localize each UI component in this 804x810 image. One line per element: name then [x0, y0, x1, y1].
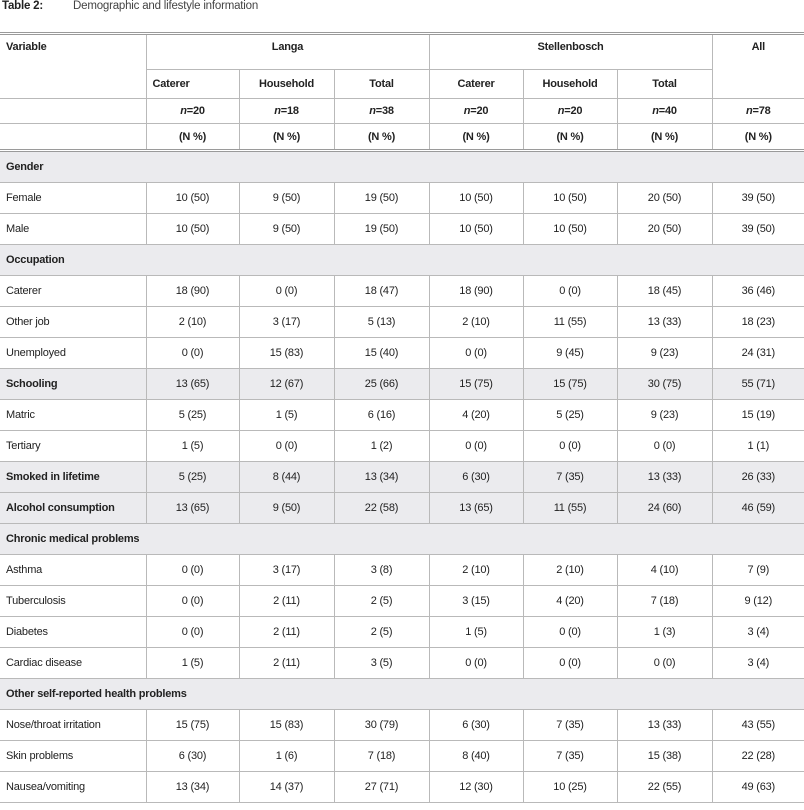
table-row [0, 431, 804, 462]
cell-value: 7 (35) [523, 462, 617, 493]
cell-value: 10 (50) [523, 214, 617, 245]
cell-value: 1 (3) [617, 617, 712, 648]
row-label: Chronic medical problems [0, 524, 804, 555]
header-n: n=18 [239, 99, 334, 124]
cell-value: 12 (67) [239, 369, 334, 400]
row-label: Other self-reported health problems [0, 679, 804, 710]
cell-value: 13 (65) [146, 369, 239, 400]
header-unit: (N %) [617, 124, 712, 151]
cell-value: 0 (0) [429, 648, 523, 679]
cell-value: 1 (1) [712, 431, 804, 462]
n-symbol: n [369, 105, 376, 117]
cell-value: 18 (90) [146, 276, 239, 307]
cell-value: 18 (45) [617, 276, 712, 307]
header-empty [0, 124, 146, 151]
cell-value: 15 (75) [146, 710, 239, 741]
n-symbol: n [557, 105, 565, 117]
header-unit: (N %) [523, 124, 617, 151]
cell-value: 55 (71) [712, 369, 804, 400]
cell-value: 9 (12) [712, 586, 804, 617]
cell-value: 25 (66) [334, 369, 429, 400]
table-label: Table 2: [2, 0, 44, 12]
cell-value: 15 (19) [712, 400, 804, 431]
cell-value: 8 (40) [429, 741, 523, 772]
cell-value: 8 (44) [239, 462, 334, 493]
table-title: Demographic and lifestyle information [73, 0, 259, 12]
cell-value: 22 (28) [712, 741, 804, 772]
header-subcol: Caterer [146, 70, 239, 99]
header-unit: (N %) [712, 124, 804, 151]
cell-value: 7 (9) [712, 555, 804, 586]
table-row [0, 555, 804, 586]
cell-value: 0 (0) [617, 431, 712, 462]
cell-value: 15 (40) [334, 338, 429, 369]
cell-value: 3 (5) [334, 648, 429, 679]
cell-value: 3 (4) [712, 648, 804, 679]
cell-value: 9 (23) [617, 400, 712, 431]
cell-value: 1 (2) [334, 431, 429, 462]
cell-value: 43 (55) [712, 710, 804, 741]
cell-value: 24 (31) [712, 338, 804, 369]
cell-value: 0 (0) [146, 555, 239, 586]
cell-value: 12 (30) [429, 772, 523, 803]
header-n: n=20 [429, 99, 523, 124]
header-all: All [712, 34, 804, 99]
cell-value: 6 (30) [146, 741, 239, 772]
cell-value: 7 (35) [523, 741, 617, 772]
n-symbol: n [274, 105, 281, 117]
cell-value: 15 (83) [239, 338, 334, 369]
cell-value: 6 (30) [429, 462, 523, 493]
cell-value: 13 (65) [146, 493, 239, 524]
cell-value: 2 (10) [429, 555, 523, 586]
cell-value: 9 (50) [239, 183, 334, 214]
n-value: 40 [664, 105, 677, 117]
row-label: Female [0, 183, 146, 214]
cell-value: 0 (0) [239, 276, 334, 307]
row-label: Asthma [0, 555, 146, 586]
row-label: Tuberculosis [0, 586, 146, 617]
cell-value: 13 (33) [617, 307, 712, 338]
table-row [0, 400, 804, 431]
cell-value: 13 (33) [617, 462, 712, 493]
cell-value: 0 (0) [429, 338, 523, 369]
cell-value: 5 (13) [334, 307, 429, 338]
cell-value: 18 (23) [712, 307, 804, 338]
cell-value: 9 (45) [523, 338, 617, 369]
n-value: 38 [381, 105, 394, 117]
n-symbol: n [652, 105, 659, 117]
table-row [0, 617, 804, 648]
row-label: Male [0, 214, 146, 245]
n-symbol: n [180, 105, 187, 117]
cell-value: 10 (50) [146, 183, 239, 214]
cell-value: 9 (50) [239, 493, 334, 524]
header-empty [0, 99, 146, 124]
table-row [0, 524, 804, 555]
cell-value: 46 (59) [712, 493, 804, 524]
cell-value: 26 (33) [712, 462, 804, 493]
cell-value: 15 (75) [523, 369, 617, 400]
cell-value: 6 (30) [429, 710, 523, 741]
table-row [0, 151, 804, 183]
header-subcol: Caterer [429, 70, 523, 99]
cell-value: 27 (71) [334, 772, 429, 803]
cell-value: 1 (5) [146, 431, 239, 462]
cell-value: 13 (65) [429, 493, 523, 524]
cell-value: 4 (20) [429, 400, 523, 431]
cell-value: 30 (79) [334, 710, 429, 741]
header-n: n=78 [712, 99, 804, 124]
table-row [0, 741, 804, 772]
cell-value: 22 (55) [617, 772, 712, 803]
cell-value: 0 (0) [617, 648, 712, 679]
row-label: Smoked in lifetime [0, 462, 146, 493]
cell-value: 2 (10) [429, 307, 523, 338]
cell-value: 15 (83) [239, 710, 334, 741]
header-unit: (N %) [429, 124, 523, 151]
cell-value: 2 (11) [239, 586, 334, 617]
cell-value: 2 (11) [239, 648, 334, 679]
row-label: Cardiac disease [0, 648, 146, 679]
cell-value: 4 (20) [523, 586, 617, 617]
row-label: Skin problems [0, 741, 146, 772]
table-row [0, 338, 804, 369]
n-value: 20 [192, 105, 205, 117]
header-langa: Langa [146, 34, 429, 70]
cell-value: 9 (23) [617, 338, 712, 369]
cell-value: 15 (75) [429, 369, 523, 400]
cell-value: 3 (17) [239, 307, 334, 338]
table-row [0, 772, 804, 803]
row-label: Nose/throat irritation [0, 710, 146, 741]
cell-value: 5 (25) [523, 400, 617, 431]
cell-value: 2 (11) [239, 617, 334, 648]
cell-value: 5 (25) [146, 400, 239, 431]
row-label: Tertiary [0, 431, 146, 462]
table-row [0, 648, 804, 679]
header-stellenbosch: Stellenbosch [429, 34, 712, 70]
cell-value: 1 (5) [239, 400, 334, 431]
row-label: Unemployed [0, 338, 146, 369]
cell-value: 9 (50) [239, 214, 334, 245]
row-label: Schooling [0, 369, 146, 400]
row-label: Diabetes [0, 617, 146, 648]
table-row [0, 214, 804, 245]
table-row [0, 307, 804, 338]
table-row [0, 369, 804, 400]
cell-value: 3 (8) [334, 555, 429, 586]
n-value: 18 [286, 105, 299, 117]
cell-value: 5 (25) [146, 462, 239, 493]
n-symbol: n [745, 105, 753, 117]
cell-value: 24 (60) [617, 493, 712, 524]
row-label: Alcohol consumption [0, 493, 146, 524]
table-row [0, 276, 804, 307]
cell-value: 2 (5) [334, 617, 429, 648]
n-symbol: n [463, 105, 471, 117]
cell-value: 10 (50) [429, 183, 523, 214]
cell-value: 3 (15) [429, 586, 523, 617]
cell-value: 1 (5) [146, 648, 239, 679]
cell-value: 0 (0) [239, 431, 334, 462]
row-label: Gender [0, 151, 804, 183]
header-n: n=20 [146, 99, 239, 124]
demographic-table [0, 32, 804, 803]
cell-value: 30 (75) [617, 369, 712, 400]
cell-value: 13 (33) [617, 710, 712, 741]
header-variable: Variable [0, 34, 146, 99]
header-unit: (N %) [239, 124, 334, 151]
cell-value: 3 (4) [712, 617, 804, 648]
cell-value: 39 (50) [712, 183, 804, 214]
table-caption [2, 0, 258, 12]
header-n: n=40 [617, 99, 712, 124]
header-subcol: Household [523, 70, 617, 99]
cell-value: 1 (6) [239, 741, 334, 772]
n-value: 20 [476, 105, 489, 117]
cell-value: 0 (0) [146, 586, 239, 617]
cell-value: 15 (38) [617, 741, 712, 772]
row-label: Nausea/vomiting [0, 772, 146, 803]
cell-value: 22 (58) [334, 493, 429, 524]
cell-value: 2 (10) [523, 555, 617, 586]
row-label: Occupation [0, 245, 804, 276]
cell-value: 0 (0) [523, 648, 617, 679]
cell-value: 10 (50) [429, 214, 523, 245]
cell-value: 13 (34) [146, 772, 239, 803]
table-row [0, 710, 804, 741]
cell-value: 3 (17) [239, 555, 334, 586]
cell-value: 6 (16) [334, 400, 429, 431]
cell-value: 10 (25) [523, 772, 617, 803]
cell-value: 0 (0) [146, 617, 239, 648]
cell-value: 0 (0) [146, 338, 239, 369]
header-subcol: Total [334, 70, 429, 99]
cell-value: 2 (10) [146, 307, 239, 338]
cell-value: 20 (50) [617, 214, 712, 245]
cell-value: 11 (55) [523, 307, 617, 338]
cell-value: 0 (0) [523, 431, 617, 462]
table-row [0, 493, 804, 524]
cell-value: 49 (63) [712, 772, 804, 803]
header-n: n=20 [523, 99, 617, 124]
table-row [0, 183, 804, 214]
row-label: Caterer [0, 276, 146, 307]
row-label: Other job [0, 307, 146, 338]
cell-value: 18 (90) [429, 276, 523, 307]
table-row [0, 245, 804, 276]
cell-value: 0 (0) [523, 617, 617, 648]
cell-value: 36 (46) [712, 276, 804, 307]
cell-value: 0 (0) [429, 431, 523, 462]
header-n: n=38 [334, 99, 429, 124]
cell-value: 0 (0) [523, 276, 617, 307]
table-row [0, 586, 804, 617]
header-unit: (N %) [334, 124, 429, 151]
row-label: Matric [0, 400, 146, 431]
header-unit: (N %) [146, 124, 239, 151]
cell-value: 1 (5) [429, 617, 523, 648]
cell-value: 20 (50) [617, 183, 712, 214]
cell-value: 2 (5) [334, 586, 429, 617]
cell-value: 7 (35) [523, 710, 617, 741]
cell-value: 10 (50) [523, 183, 617, 214]
header-subcol: Household [239, 70, 334, 99]
cell-value: 7 (18) [617, 586, 712, 617]
cell-value: 4 (10) [617, 555, 712, 586]
cell-value: 39 (50) [712, 214, 804, 245]
cell-value: 14 (37) [239, 772, 334, 803]
n-value: 78 [758, 105, 771, 117]
cell-value: 10 (50) [146, 214, 239, 245]
n-value: 20 [570, 105, 583, 117]
table-row [0, 462, 804, 493]
cell-value: 18 (47) [334, 276, 429, 307]
cell-value: 19 (50) [334, 214, 429, 245]
header-subcol: Total [617, 70, 712, 99]
cell-value: 13 (34) [334, 462, 429, 493]
cell-value: 7 (18) [334, 741, 429, 772]
table-row [0, 679, 804, 710]
cell-value: 19 (50) [334, 183, 429, 214]
cell-value: 11 (55) [523, 493, 617, 524]
